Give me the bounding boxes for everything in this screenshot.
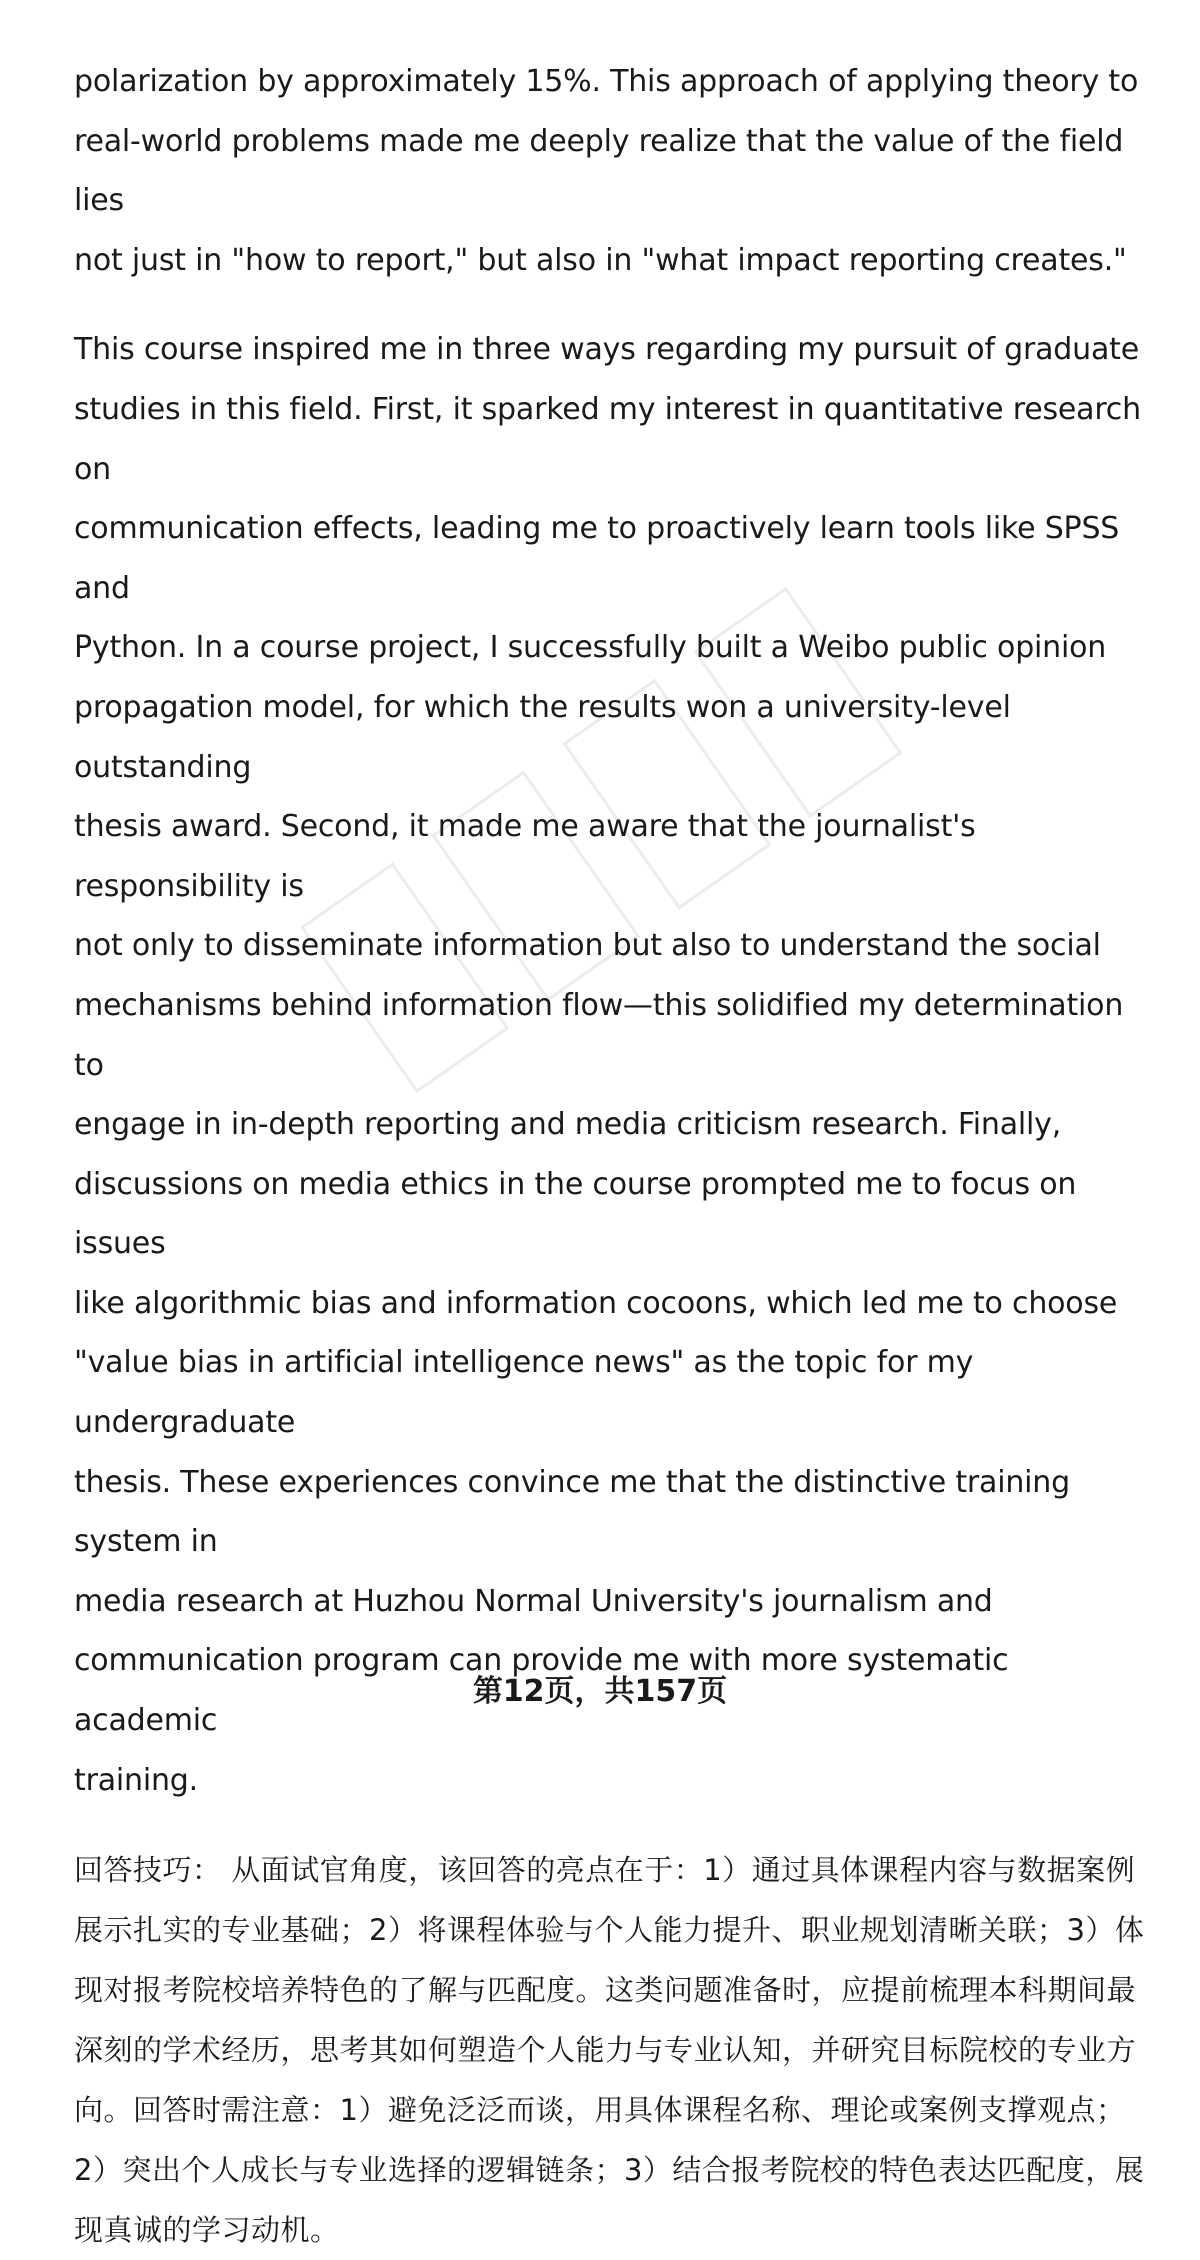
paragraph-line: communication effects, leading me to proactively learn tools like SPSS and	[74, 511, 1120, 606]
paragraph-line: studies in this field. First, it sparked my interest in quantitative research on	[74, 391, 1141, 487]
paragraph-line: training.	[74, 1762, 198, 1798]
tips-line: 展示扎实的专业基础；2）将课程体验与个人能力提升、职业规划清晰关联；3）体	[74, 1913, 1145, 1948]
paragraph-2	[74, 320, 1154, 1810]
paragraph-line: real-world problems made me deeply realize that the value of the field lies	[74, 123, 1124, 219]
page-number: 第12页，共157页	[472, 1674, 728, 1709]
answer-tips	[74, 1840, 1154, 2260]
paragraph-line: thesis award. Second, it made me aware that the journalist's responsibility is	[74, 809, 976, 904]
tips-line: 2）突出个人成长与专业选择的逻辑链条；3）结合报考院校的特色表达匹配度，展	[74, 2153, 1145, 2188]
paragraph-line: like algorithmic bias and information cocoons, which led me to choose	[74, 1285, 1118, 1321]
paragraph-line: discussions on media ethics in the course prompted me to focus on issues	[74, 1166, 1077, 1262]
tips-line: 回答技巧： 从面试官角度，该回答的亮点在于：1）通过具体课程内容与数据案例	[74, 1853, 1136, 1888]
document-page	[74, 52, 1154, 2260]
tips-line: 现对报考院校培养特色的了解与匹配度。这类问题准备时，应提前梳理本科期间最	[74, 1973, 1137, 2008]
paragraph-line: engage in in-depth reporting and media criticism research. Finally,	[74, 1107, 1062, 1143]
paragraph-line: communication program can provide me with more systematic academic	[74, 1643, 1009, 1739]
paragraph-line: mechanisms behind information flow—this solidified my determination to	[74, 987, 1124, 1083]
paragraph-line: propagation model, for which the results won a university-level outstanding	[74, 689, 1011, 785]
paragraph-1	[74, 52, 1154, 290]
paragraph-line: This course inspired me in three ways regarding my pursuit of graduate	[74, 332, 1139, 368]
paragraph-line: Python. In a course project, I successfully built a Weibo public opinion	[74, 630, 1107, 666]
paragraph-line: media research at Huzhou Normal University's journalism and	[74, 1583, 993, 1619]
paragraph-line: thesis. These experiences convince me that the distinctive training system in	[74, 1464, 1070, 1560]
paragraph-line: not just in "how to report," but also in "what impact reporting creates."	[74, 242, 1127, 278]
tips-line: 向。回答时需注意：1）避免泛泛而谈，用具体课程名称、理论或案例支撑观点；	[74, 2093, 1126, 2128]
tips-line: 现真诚的学习动机。	[74, 2213, 340, 2248]
paragraph-line: "value bias in artificial intelligence news" as the topic for my undergraduate	[74, 1345, 974, 1441]
paragraph-line: not only to disseminate information but also to understand the social	[74, 928, 1101, 964]
paragraph-line: polarization by approximately 15%. This approach of applying theory to	[74, 64, 1139, 99]
tips-line: 深刻的学术经历，思考其如何塑造个人能力与专业认知，并研究目标院校的专业方	[74, 2033, 1137, 2068]
